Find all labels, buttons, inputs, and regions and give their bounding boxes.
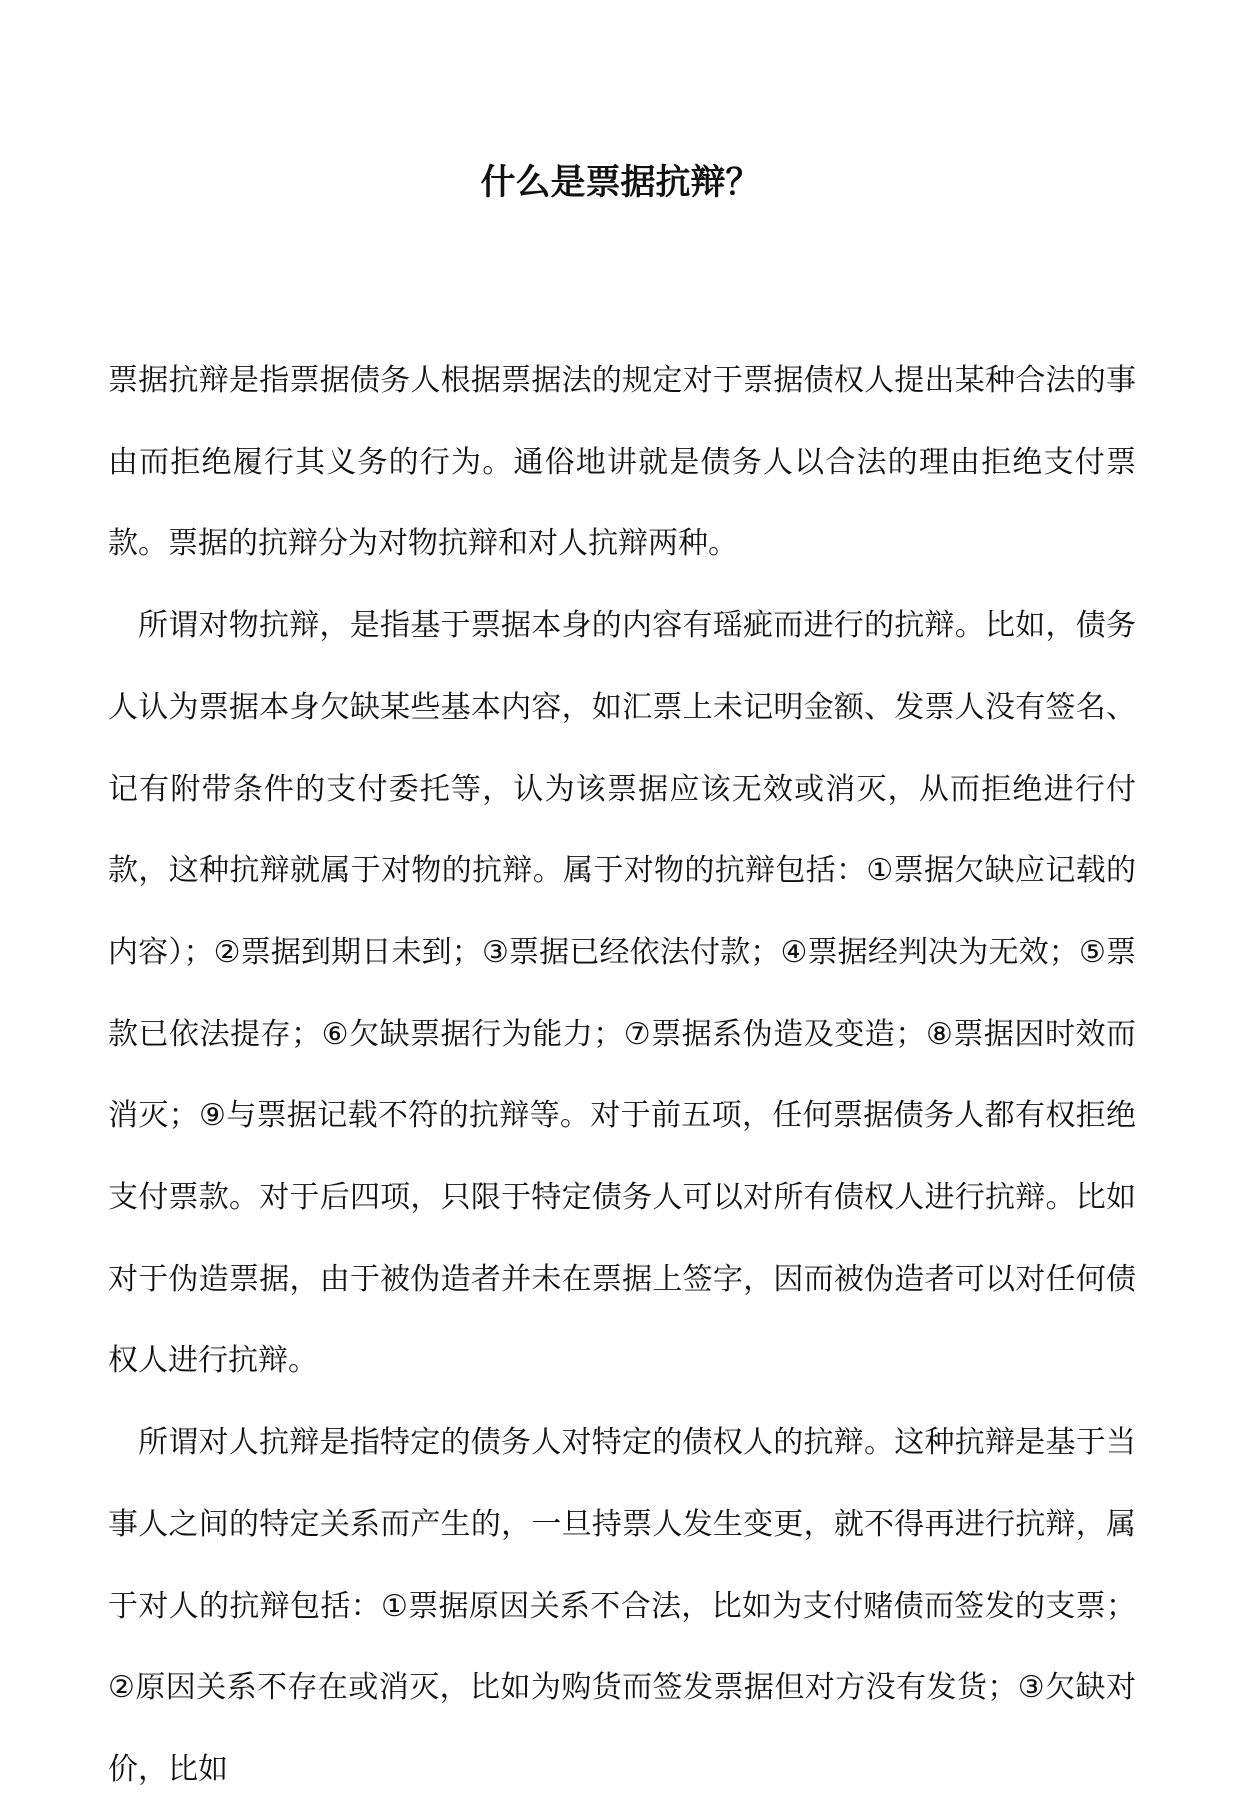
paragraph-personal-defense: 所谓对人抗辩是指特定的债务人对特定的债权人的抗辩。这种抗辩是基于当事人之间的特定关系而产生的，一旦持票人发生变更，就不得再进行抗辩，属于对人的抗辩包括：①票据原因关系不合法，比如为支付赌债而签发的支票；②原因关系不存在或消灭，比如为购货而签发票据但对方没有发货；③欠缺对价，比如 [108, 1425, 1136, 1787]
document-title: 什么是票据抗辩？ [480, 162, 761, 203]
paragraph-real-defense: 所谓对物抗辩，是指基于票据本身的内容有瑶疵而进行的抗辩。比如，债务人认为票据本身欠缺某些基本内容，如汇票上未记明金额、发票人没有签名、记有附带条件的支付委托等，认为该票据应该无效或消灭，从而拒绝进行付款，这种抗辩就属于对物的抗辩。属于对物的抗辩包括：①票据欠缺应记载的内容）；②票据到期日未到；③票据已经依法付款；④票据经判决为无效；⑤票款已依法提存；⑥欠缺票据行为能力；⑦票据系伪造及变造；⑧票据因时效而消灭；⑨与票据记载不符的抗辩等。对于前五项，任何票据债务人都有权拒绝支付票款。对于后四项，只限于特定债务人可以对所有债权人进行抗辩。比如对于伪造票据，由于被伪造者并未在票据上签字，因而被伪造者可以对任何债权人进行抗辩。 [108, 608, 1136, 1379]
document-body [108, 340, 1136, 1811]
paragraph-definition: 票据抗辩是指票据债务人根据票据法的规定对于票据债权人提出某种合法的事由而拒绝履行其义务的行为。通俗地讲就是债务人以合法的理由拒绝支付票款。票据的抗辩分为对物抗辩和对人抗辩两种。 [108, 363, 1136, 562]
